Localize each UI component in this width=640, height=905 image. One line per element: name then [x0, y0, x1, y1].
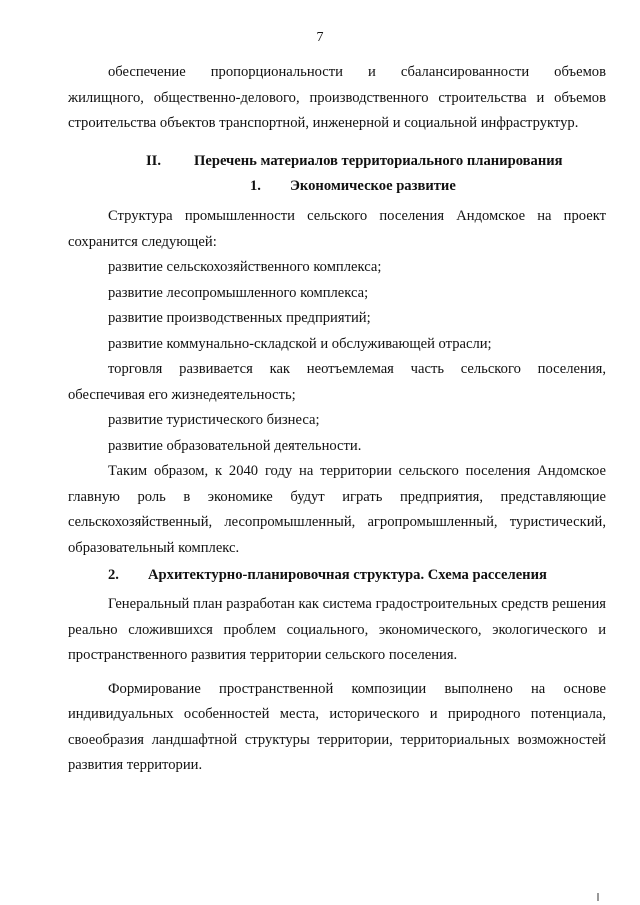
section-number: II.: [146, 153, 162, 169]
subsection-number: 2.: [108, 567, 119, 583]
page-number: 7: [316, 30, 324, 45]
subsection-heading: [108, 567, 547, 584]
subsection-number: 1.: [250, 178, 261, 194]
list-item: развитие лесопромышленного комплекса;: [108, 284, 369, 301]
intro-line: жилищного, общественно-делового, производственного строительства и объемов: [68, 89, 606, 106]
planning-section: [68, 592, 606, 779]
scan-mark: [597, 893, 599, 901]
list-item: развитие образовательной деятельности.: [108, 437, 362, 454]
planning-paragraph: Формирование пространственной композиции выполнено на основе индивидуальных особенностей места, исторического и природного потенциала, своеобразия ландшафтной структуры территории, территориальных возможностей развития территории.: [68, 680, 606, 773]
intro-paragraph: [68, 60, 606, 137]
subsection-title: Архитектурно-планировочная структура. Схема расселения: [148, 567, 547, 583]
list-item: развитие коммунально-складской и обслуживающей отрасли;: [108, 335, 492, 352]
list-item: развитие туристического бизнеса;: [108, 412, 320, 428]
planning-paragraph: Генеральный план разработан как система градостроительных средств решения реально сложившихся проблем социального, экономического, экологического и пространственного развития территории сельского поселения.: [68, 596, 606, 663]
list-item: развитие производственных предприятий;: [108, 310, 371, 326]
subsection-title: Экономическое развитие: [290, 178, 456, 194]
section-title: Перечень материалов территориального планирования: [194, 153, 563, 169]
intro-line: строительства объектов транспортной, инженерной и социальной инфраструктур.: [68, 115, 579, 131]
list-item: развитие сельскохозяйственного комплекса;: [108, 259, 382, 275]
economy-conclusion: Таким образом, к 2040 году на территории сельского поселения Андомское главную роль в экономике будут играть предприятия, представляющие сельскохозяйственный, лесопромышленный, агропромышленный, туристический, образовательный комплекс.: [68, 463, 606, 556]
section-heading: [146, 153, 563, 170]
subsection-heading: [250, 178, 456, 195]
list-item: торговля развивается как неотъемлемая часть сельского поселения, обеспечивая его жизнедеятельность;: [68, 361, 606, 403]
intro-line: обеспечение пропорциональности и сбалансированности объемов: [108, 64, 606, 80]
economy-section: [68, 204, 606, 561]
economy-lead: Структура промышленности сельского поселения Андомское на проект сохранится следующей:: [68, 208, 606, 250]
